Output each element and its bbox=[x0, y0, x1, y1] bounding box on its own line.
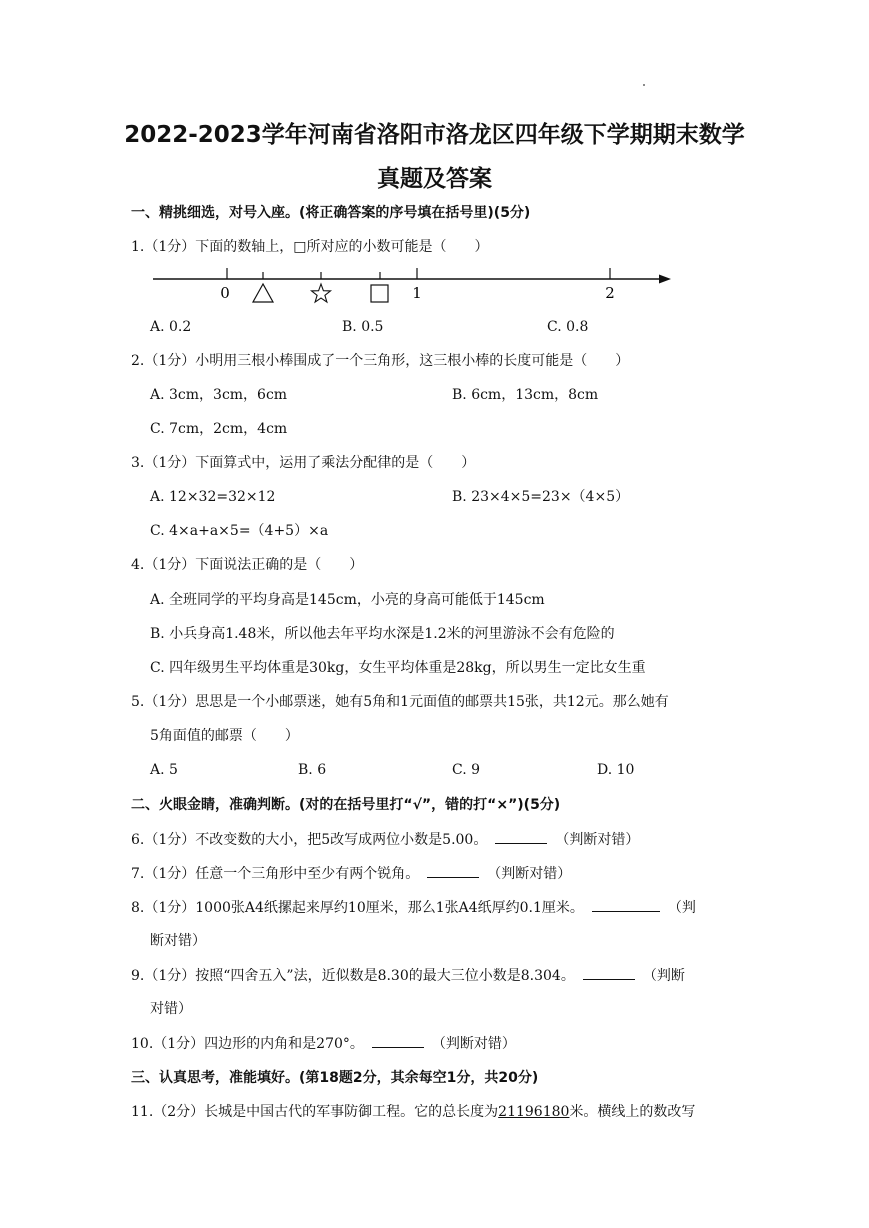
q8-text: 8.（1分）1000张A4纸摞起来厚约10厘米，那么1张A4纸厚约0.1厘米。 bbox=[131, 900, 584, 916]
q5-option-d: D. 10 bbox=[597, 762, 635, 778]
q8 bbox=[131, 897, 696, 918]
number-line-arrow bbox=[659, 275, 671, 284]
q8-tail: （判 bbox=[667, 900, 696, 916]
square-icon bbox=[371, 285, 388, 302]
q6-tail: （判断对错） bbox=[555, 832, 640, 848]
q1-option-a: A. 0.2 bbox=[150, 319, 192, 335]
q7-answer-blank[interactable] bbox=[427, 863, 479, 878]
q1-option-c: C. 0.8 bbox=[547, 319, 589, 335]
q7 bbox=[131, 863, 571, 884]
section2-heading: 二、火眼金睛，准确判断。(对的在括号里打“√”，错的打“×”)(5分) bbox=[131, 797, 561, 813]
q9-line2: 对错） bbox=[150, 1001, 192, 1017]
q4-option-c: C. 四年级男生平均体重是30kg，女生平均体重是28kg，所以男生一定比女生重 bbox=[150, 660, 646, 676]
page-title-line2: 真题及答案 bbox=[377, 166, 492, 192]
page-dot bbox=[643, 84, 645, 86]
q5-stem-line2: 5角面值的邮票（ ） bbox=[150, 728, 299, 744]
q9-tail: （判断 bbox=[642, 968, 685, 984]
q11-underlined-number: 21196180 bbox=[498, 1104, 570, 1120]
section3-heading: 三、认真思考，准能填好。(第18题2分，其余每空1分，共20分) bbox=[131, 1070, 539, 1086]
number-line-figure bbox=[145, 262, 675, 307]
q6 bbox=[131, 829, 639, 850]
q7-text: 7.（1分）任意一个三角形中至少有两个锐角。 bbox=[131, 866, 420, 882]
triangle-icon bbox=[253, 284, 273, 302]
q4-option-b: B. 小兵身高1.48米，所以他去年平均水深是1.2米的河里游泳不会有危险的 bbox=[150, 626, 615, 642]
q5-option-a: A. 5 bbox=[150, 762, 178, 778]
q4-option-a: A. 全班同学的平均身高是145cm，小亮的身高可能低于145cm bbox=[150, 592, 545, 608]
q1-stem: 1.（1分）下面的数轴上，□所对应的小数可能是（ ） bbox=[131, 239, 489, 255]
q9 bbox=[131, 965, 685, 986]
q4-stem: 4.（1分）下面说法正确的是（ ） bbox=[131, 557, 364, 573]
q11-pre: 11.（2分）长城是中国古代的军事防御工程。它的总长度为 bbox=[131, 1104, 499, 1120]
q3-stem: 3.（1分）下面算式中，运用了乘法分配律的是（ ） bbox=[131, 455, 476, 471]
q5-stem-line1: 5.（1分）思思是一个小邮票迷，她有5角和1元面值的邮票共15张，共12元。那么她有 bbox=[131, 694, 669, 710]
q10-tail: （判断对错） bbox=[431, 1036, 516, 1052]
q3-option-a: A. 12×32=32×12 bbox=[150, 489, 276, 505]
q3-option-c: C. 4×a+a×5=（4+5）×a bbox=[150, 523, 329, 539]
section1-heading: 一、精挑细选，对号入座。(将正确答案的序号填在括号里)(5分) bbox=[131, 205, 531, 221]
q9-answer-blank[interactable] bbox=[583, 965, 635, 980]
q3-option-b: B. 23×4×5=23×（4×5） bbox=[452, 489, 630, 505]
axis-label-0: 0 bbox=[220, 284, 230, 302]
q2-option-b: B. 6cm，13cm，8cm bbox=[452, 387, 599, 403]
q9-text: 9.（1分）按照“四舍五入”法，近似数是8.30的最大三位小数是8.304。 bbox=[131, 968, 575, 984]
q10-answer-blank[interactable] bbox=[372, 1033, 424, 1048]
q10 bbox=[131, 1033, 516, 1054]
q10-text: 10.（1分）四边形的内角和是270°。 bbox=[131, 1036, 364, 1052]
q6-answer-blank[interactable] bbox=[495, 829, 547, 844]
page-title-line1: 2022-2023学年河南省洛阳市洛龙区四年级下学期期末数学 bbox=[124, 122, 745, 148]
q11 bbox=[131, 1102, 695, 1122]
axis-label-1: 1 bbox=[412, 284, 422, 302]
q11-post: 米。横线上的数改写 bbox=[569, 1104, 696, 1120]
q2-stem: 2.（1分）小明用三根小棒围成了一个三角形，这三根小棒的长度可能是（ ） bbox=[131, 353, 630, 369]
star-icon bbox=[312, 284, 331, 302]
axis-label-2: 2 bbox=[605, 284, 615, 302]
q1-option-b: B. 0.5 bbox=[342, 319, 384, 335]
q5-option-c: C. 9 bbox=[452, 762, 481, 778]
q2-option-a: A. 3cm，3cm，6cm bbox=[150, 387, 288, 403]
q2-option-c: C. 7cm，2cm，4cm bbox=[150, 421, 288, 437]
q6-text: 6.（1分）不改变数的大小，把5改写成两位小数是5.00。 bbox=[131, 832, 488, 848]
q8-line2: 断对错） bbox=[150, 933, 206, 949]
q8-answer-blank[interactable] bbox=[592, 897, 660, 912]
q5-option-b: B. 6 bbox=[298, 762, 327, 778]
q7-tail: （判断对错） bbox=[487, 866, 572, 882]
